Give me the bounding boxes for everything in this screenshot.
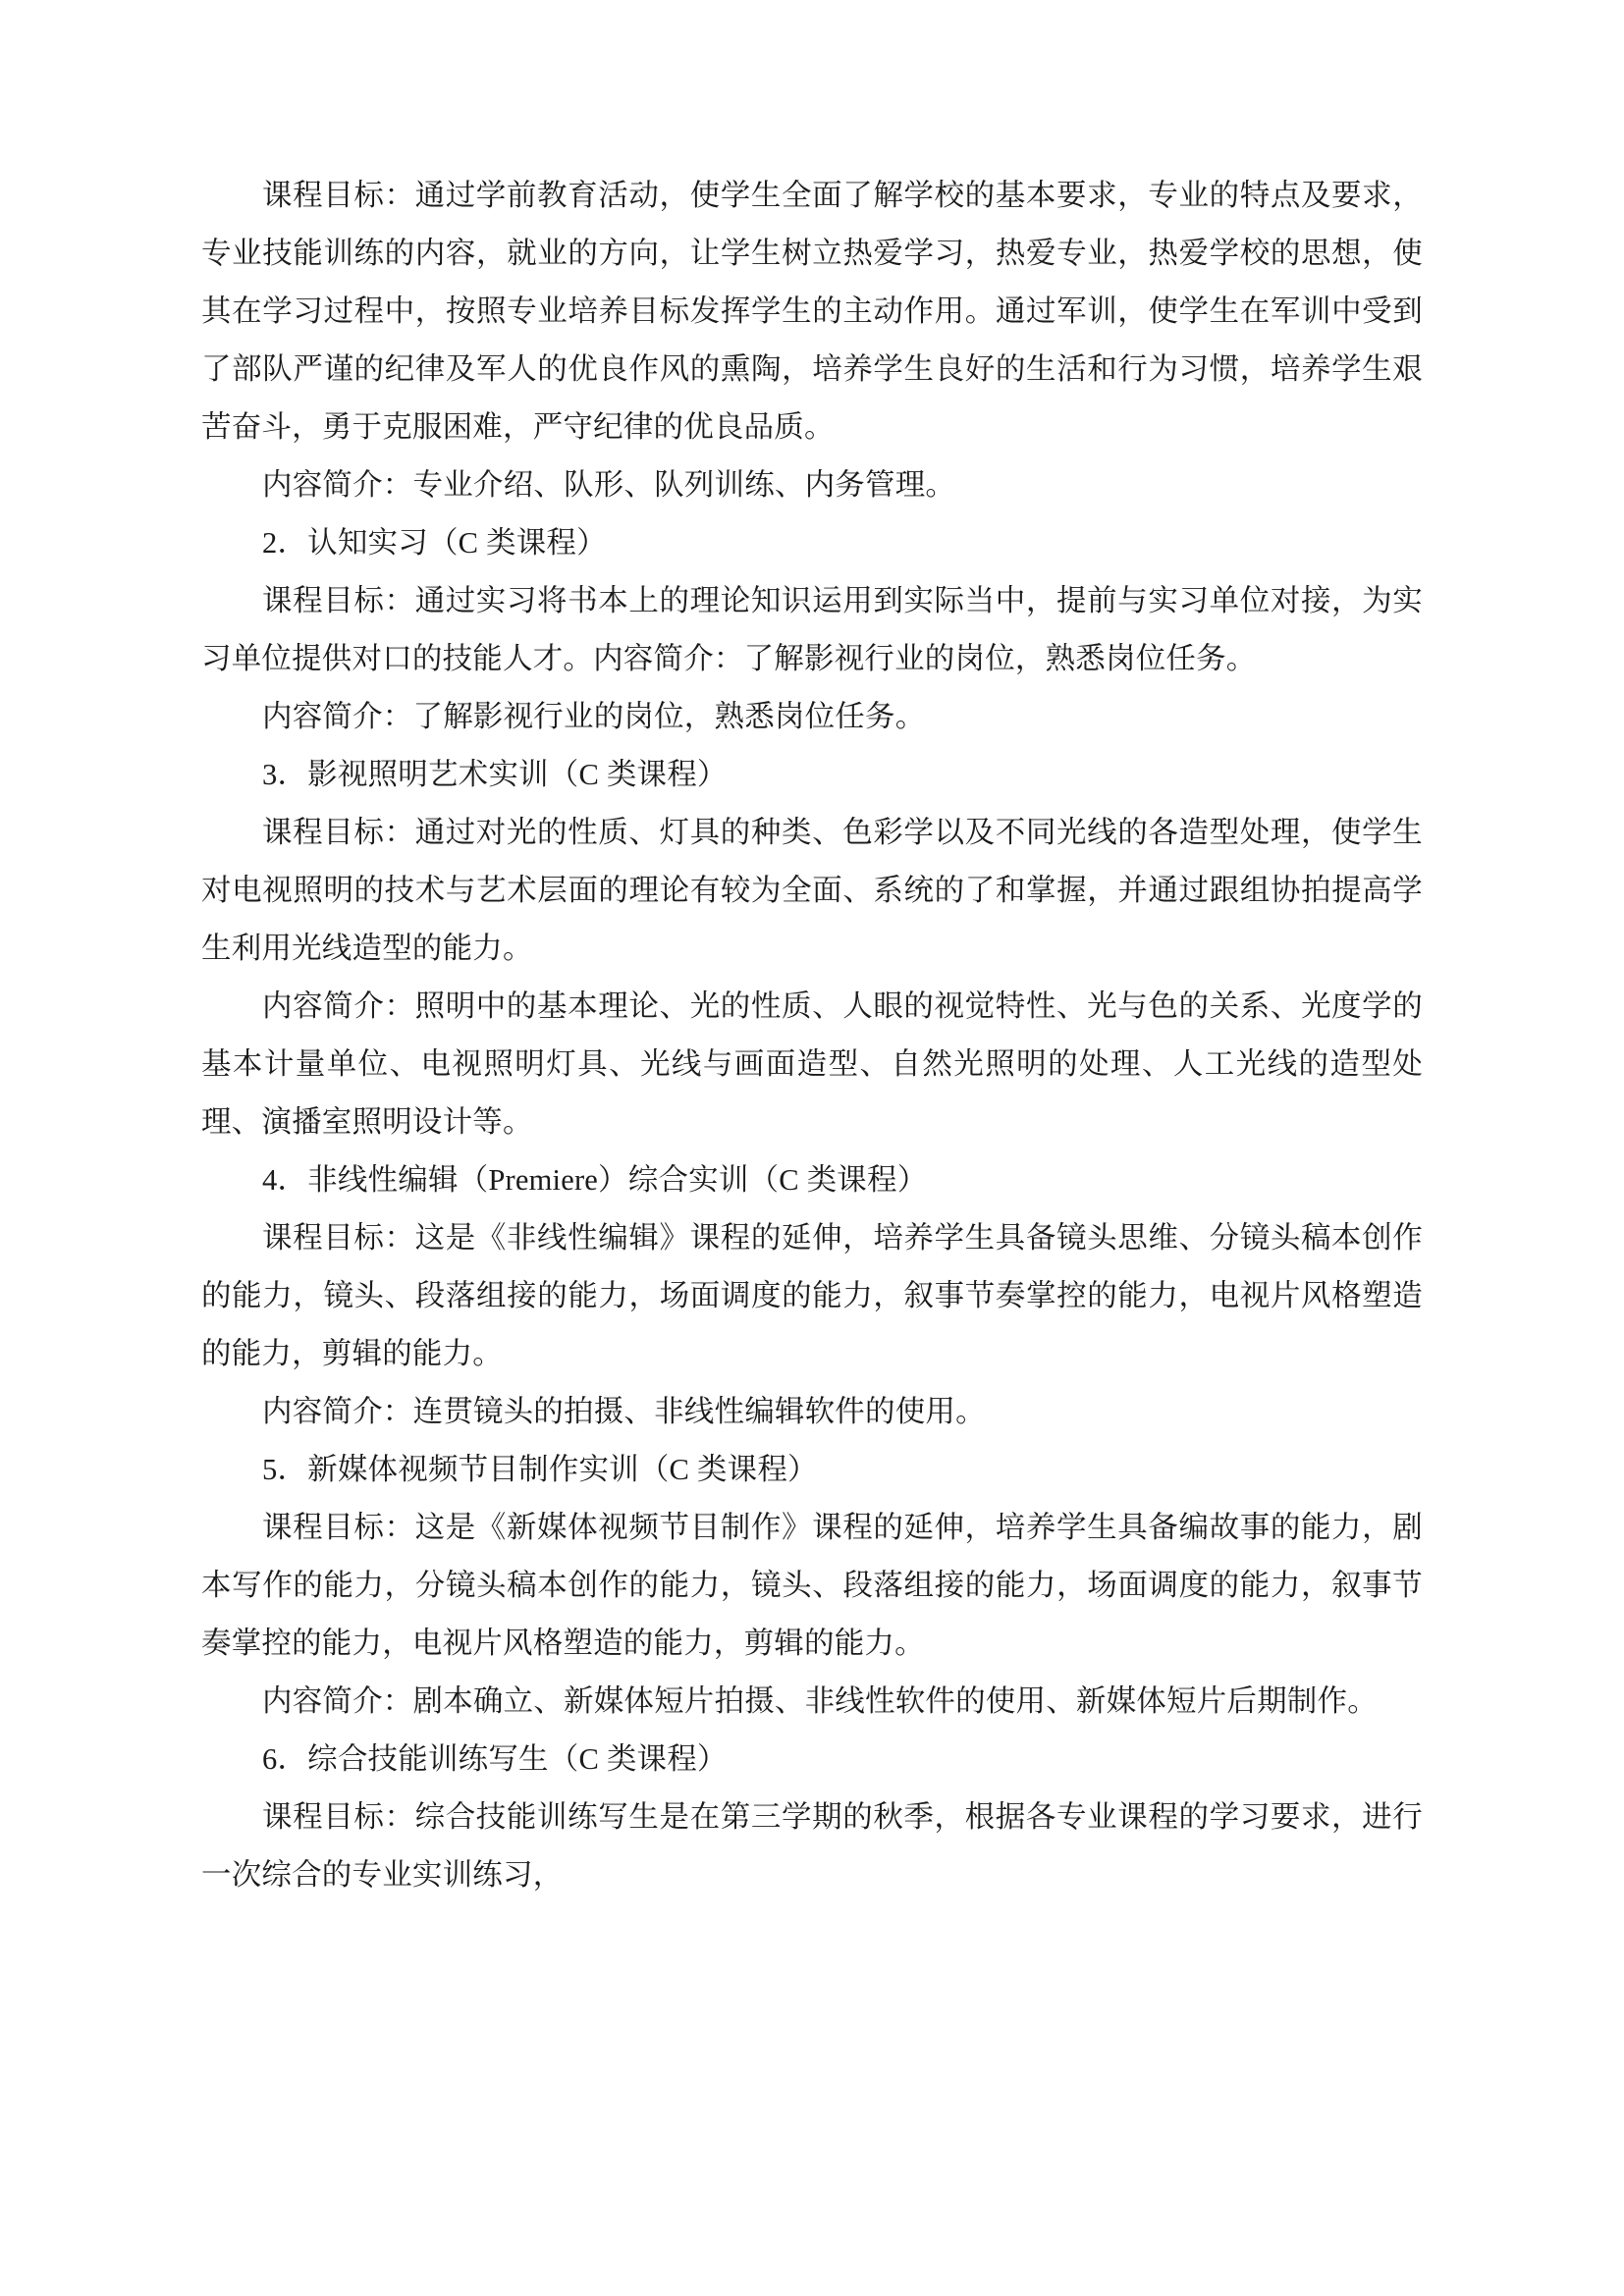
list-item-2-title: 2．认知实习（C 类课程） [262, 526, 607, 560]
list-item-4-title: 4．非线性编辑（Premiere）综合实训（C 类课程） [262, 1163, 928, 1197]
course-goal-cognitive-practice: 课程目标：通过实习将书本上的理论知识运用到实际当中，提前与实习单位对接，为实习单位提供对口的技能人才。内容简介：了解影视行业的岗位，熟悉岗位任务。 [201, 584, 1423, 675]
course-goal-new-media-video: 课程目标：这是《新媒体视频节目制作》课程的延伸，培养学生具备编故事的能力，剧本写作的能力，分镜头稿本创作的能力，镜头、段落组接的能力，场面调度的能力，叙事节奏掌控的能力，电视片风格塑造的能力，剪辑的能力。 [201, 1511, 1423, 1660]
course-goal-comprehensive-skills: 课程目标：综合技能训练写生是在第三学期的秋季，根据各专业课程的学习要求，进行一次综合的专业实训练习， [201, 1800, 1423, 1892]
content-summary-lighting-art: 内容简介：照明中的基本理论、光的性质、人眼的视觉特性、光与色的关系、光度学的基本计量单位、电视照明灯具、光线与画面造型、自然光照明的处理、人工光线的造型处理、演播室照明设计等。 [201, 989, 1423, 1139]
list-item-5-title: 5．新媒体视频节目制作实训（C 类课程） [262, 1453, 818, 1486]
content-summary-pre-education: 内容简介：专业介绍、队形、队列训练、内务管理。 [262, 468, 956, 502]
course-goal-nonlinear-editing: 课程目标：这是《非线性编辑》课程的延伸，培养学生具备镜头思维、分镜头稿本创作的能力，镜头、段落组接的能力，场面调度的能力，叙事节奏掌控的能力，电视片风格塑造的能力，剪辑的能力。 [201, 1221, 1423, 1370]
course-goal-pre-education: 课程目标：通过学前教育活动，使学生全面了解学校的基本要求，专业的特点及要求，专业技能训练的内容，就业的方向，让学生树立热爱学习，热爱专业，热爱学校的思想，使其在学习过程中，按照专业培养目标发挥学生的主动作用。通过军训，使学生在军训中受到了部队严谨的纪律及军人的优良作风的熏陶，培养学生良好的生活和行为习惯，培养学生艰苦奋斗，勇于克服困难，严守纪律的优良品质。 [201, 179, 1423, 444]
content-summary-nonlinear-editing: 内容简介：连贯镜头的拍摄、非线性编辑软件的使用。 [262, 1395, 986, 1428]
list-item-3-title: 3．影视照明艺术实训（C 类课程） [262, 758, 728, 791]
content-summary-new-media-video: 内容简介：剧本确立、新媒体短片拍摄、非线性软件的使用、新媒体短片后期制作。 [262, 1684, 1378, 1718]
course-goal-lighting-art: 课程目标：通过对光的性质、灯具的种类、色彩学以及不同光线的各造型处理，使学生对电视照明的技术与艺术层面的理论有较为全面、系统的了和掌握，并通过跟组协拍提高学生利用光线造型的能力。 [201, 816, 1423, 965]
list-item-6-title: 6．综合技能训练写生（C 类课程） [262, 1742, 728, 1776]
content-summary-cognitive-practice: 内容简介：了解影视行业的岗位，熟悉岗位任务。 [262, 700, 926, 733]
document-body [201, 167, 1423, 1904]
